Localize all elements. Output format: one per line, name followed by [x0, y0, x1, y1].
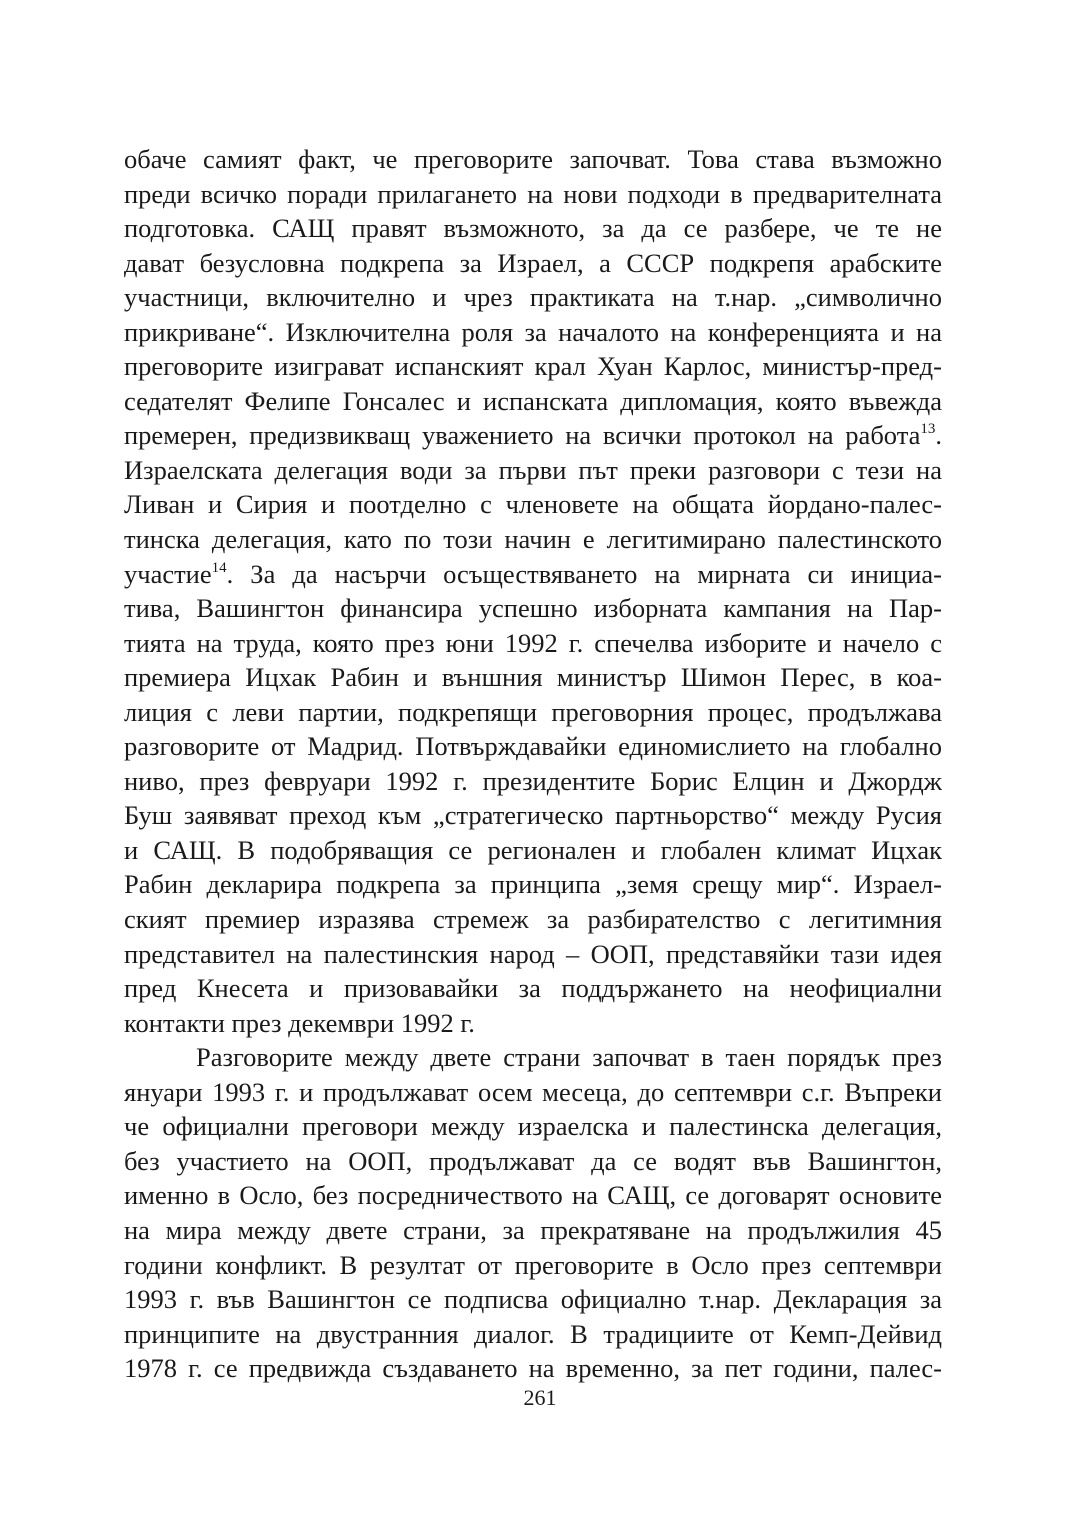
- text-line: премиера Ицхак Рабин и външния министър Шимон Перес, в коа-: [124, 662, 942, 693]
- text-line: януари 1993 г. и продължават осем месеца, до септември с.г. Въпреки: [124, 1076, 942, 1107]
- text-line: Рабин декларира подкрепа за принципа „земя срещу мир“. Израел-: [124, 869, 942, 900]
- page-number: 261: [523, 1385, 557, 1410]
- text-line: на мира между двете страни, за прекратяване на продължилия 45: [124, 1214, 942, 1245]
- text-line: пред Кнесета и призовавайки за поддържането на неофициални: [124, 973, 942, 1004]
- text-line: прикриване“. Изключителна роля за началото на конференцията и на: [124, 316, 942, 347]
- text-line: Израелската делегация води за първи път преки разговори с тези на: [124, 454, 942, 485]
- text-line: Разговорите между двете страни започват в таен порядък през: [196, 1042, 942, 1073]
- text-line: ниво, през февруари 1992 г. президентите Борис Елцин и Джордж: [124, 765, 942, 796]
- text-line: Буш заявяват преход към „стратегическо партньорство“ между Русия: [124, 800, 942, 831]
- text-line: участници, включително и чрез практиката на т.нар. „символично: [124, 282, 942, 313]
- text-line: 1993 г. във Вашингтон се подписва официално т.нар. Декларация за: [124, 1284, 942, 1315]
- text-line: ският премиер изразява стремеж за разбирателство с легитимния: [124, 904, 942, 935]
- text-line: седателят Фелипе Гонсалес и испанската дипломация, която въвежда: [124, 385, 942, 416]
- footnote-ref-14: 14: [211, 559, 227, 576]
- text-line: дават безусловна подкрепа за Израел, а СССР подкрепя арабските: [124, 247, 942, 278]
- text-run: участие: [124, 558, 212, 589]
- body-text: [124, 142, 942, 1386]
- text-line: обаче самият факт, че преговорите започват. Това става възможно: [124, 144, 942, 174]
- text-line: разговорите от Мадрид. Потвърждавайки единомислието на глобално: [124, 731, 942, 762]
- text-line: именно в Осло, без посредничеството на САЩ, се договарят основите: [124, 1180, 942, 1211]
- text-line: че официални преговори между израелска и палестинска делегация,: [124, 1111, 942, 1142]
- text-line: Ливан и Сирия и поотделно с членовете на общата йордано-палес-: [124, 489, 942, 520]
- text-line: години конфликт. В резултат от преговорите в Осло през септември: [124, 1249, 942, 1280]
- text-line: лиция с леви партии, подкрепящи преговорния процес, продължава: [124, 696, 942, 727]
- text-line: тива, Вашингтон финансира успешно изборната кампания на Пар-: [124, 593, 942, 624]
- text-line: подготовка. САЩ правят възможното, за да се разбере, че те не: [124, 213, 942, 244]
- text-run: премерен, предизвикващ уважението на всички протокол на работа: [124, 420, 921, 451]
- paragraph-2: [124, 1040, 942, 1385]
- text-line: тията на труда, която през юни 1992 г. спечелва изборите и начело с: [124, 627, 942, 658]
- text-line: без участието на ООП, продължават да се водят във Вашингтон,: [124, 1145, 942, 1176]
- text-line: преговорите изиграват испанският крал Хуан Карлос, министър-пред-: [124, 351, 942, 382]
- text-line: контакти през декември 1992 г.: [124, 1007, 475, 1038]
- text-line-with-footnote: [124, 557, 942, 592]
- text-line: преди всичко поради прилагането на нови подходи в предварителната: [124, 178, 942, 209]
- text-line: представител на палестинския народ – ООП, представяйки тази идея: [124, 938, 942, 969]
- text-line: 1978 г. се предвижда създаването на временно, за пет години, палес-: [124, 1353, 942, 1384]
- text-line: и САЩ. В подобряващия се регионален и глобален климат Ицхак: [124, 834, 942, 865]
- text-line: принципите на двустранния диалог. В традициите от Кемп-Дейвид: [124, 1318, 942, 1349]
- text-run: .: [935, 420, 942, 451]
- paragraph-1: [124, 142, 942, 1040]
- text-line-with-footnote: [124, 418, 942, 453]
- text-line: тинска делегация, като по този начин е легитимирано палестинското: [124, 524, 942, 555]
- text-run: . За да насърчи осъществяването на мирната си инициа-: [226, 558, 942, 589]
- footnote-ref-13: 13: [920, 421, 936, 438]
